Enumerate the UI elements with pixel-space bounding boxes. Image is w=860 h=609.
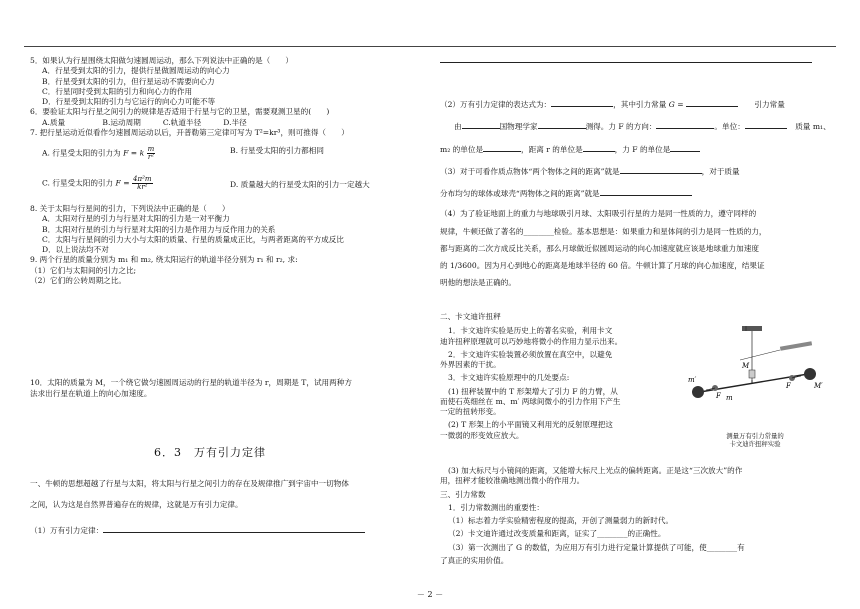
s2-point-3-2b: 一微弱的形变效应放大。 [440,430,524,440]
q6-options [30,118,420,128]
q5-option-a: A．行星受到太阳的引力，提供行星做圆周运动的向心力 [42,66,230,76]
label-m-small: m [726,394,733,402]
q6-option-a: A.质量 [42,117,66,127]
mass-unit-blank [483,143,521,152]
s2-point-2a: 2．卡文迪许实验装置必须放置在真空中，以避免 [448,349,613,359]
section-3-heading: 三、引力常数 [440,489,486,499]
moon-test-line-3: 都与距离的二次方成反比关系，那么月球做近似圆周运动的向心加速度就应该是地球重力加速度 [440,243,759,253]
q5-option-d: D．行星受到太阳的引力与它运行的向心力可能不等 [42,97,216,106]
question-7: 7. 把行星运动近似看作匀速圆周运动以后，开普勒第三定律可写为 T²=kr³，则可推得（ ） [30,127,349,137]
g-value-blank [686,98,738,107]
section-title: 6．3 万有引力定律 [154,446,266,459]
question-6: 6．要验证太阳与行星之间引力的规律是否适用于行星与它的卫星，需要观测卫星的( ) [30,107,330,117]
s2-point-3-1a: (1) 扭秤装置中的 T 形架增大了引力 F 的力臂，从 [448,386,618,396]
point-distance-blank [620,165,702,174]
s3-point-1d: 了真正的实用价值。 [440,555,509,565]
label-m-cap: M [742,362,750,370]
q6-option-c: C.轨道半径 [162,117,202,127]
distance-unit-blank [583,143,615,152]
law-answer-blank [103,524,365,533]
q6-option-b: B.运动周期 [102,117,141,127]
measurer-line: 由 国物理学家 测得。力 F 的方向： 。单位： 质量 m₁、 [454,122,831,132]
force-unit-blank [670,143,700,152]
s2-point-1b: 迪许扭秤原理就可以巧妙地将微小的作用力显示出来。 [440,336,623,346]
law-prompt: （1）万有引力定律： [30,524,365,536]
q7-option-c: C. 行星受太阳的引力 F = $\frac{\text{4π²m}}{\text{kr²}}$ [42,175,152,191]
cavendish-continued [440,466,832,566]
section-2-heading: 二、卡文迪许扭秤 [440,312,501,321]
s2-point-3-2a: (2) T 形架上的小平面镜又利用光的反射原理把这 [448,420,613,430]
label-force-left: F [716,392,721,400]
question-10-line1: 10．太阳的质量为 M，一个绕它做匀速圆周运动的行星的轨道半径为 r，周期是 T，试用两种方 [30,378,352,387]
scale-ruler [780,341,812,350]
moon-test-line-1: （4）为了验证地面上的重力与地球吸引月球、太阳吸引行星的力是同一性质的力，遵守同样的 [440,209,757,219]
figure-caption-line1: 测量万有引力常量的 [726,432,784,440]
q9-sub-1: （1）它们与太阳间的引力之比; [30,265,137,275]
s2-point-3-1b: 而使石英细丝在 m、m′ 两球间微小的引力作用下产生 [440,396,621,406]
page-number: － 2 － [416,590,444,599]
moon-test-line-2: 规律，牛顿还做了著名的________检验。基本思想是：如果重力和星体间的引力是同一性质的力， [440,226,767,236]
unit-blank [745,120,787,129]
q8-option-b: B．太阳对行星的引力与行星对太阳的引力是作用力与反作用力的关系 [42,224,276,234]
light-ray [740,350,780,360]
s2-point-3: 3．卡文迪许实验原理中的几处要点: [448,373,570,383]
moon-test-line-5: 明他的想法是正确的。 [440,278,516,288]
s3-point-1c: （3）第一次测出了 G 的数值，为应用万有引力进行定量计算提供了可能，使________有 [448,542,745,552]
cavendish-torsion-balance-figure [680,322,830,432]
sphere-distance-blank [600,187,692,196]
distance-line-1: （3）对于可看作质点物体“两个物体之间的距离”就是 ，对于质量 [440,166,740,176]
q8-option-a: A．太阳对行星的引力与行星对太阳的引力是一对平衡力 [42,214,230,224]
question-8: 8. 关于太阳与行星间的引力，下列说法中正确的是（ ） [30,204,230,213]
label-m-prime-right: M′ [814,382,823,390]
large-ball-right [804,368,816,380]
expression-blank [551,98,613,107]
q7-option-a: A. 行星受太阳的引力为 F = k $\frac{m}{\text{r²}}$ [42,145,155,161]
s3-point-1b: （2）卡文迪许通过改变质量和距离，证实了________的正确性。 [448,529,666,539]
ceiling-clamp [742,326,762,331]
s2-point-3-3a: (3) 加大标尺与小镜间的距离，又能增大标尺上光点的偏转距离。正是这“三次放大”的作 [448,466,743,475]
left-column [30,50,420,286]
q7-option-b: B. 行星受太阳的引力都相同 [230,146,324,155]
physicist-blank [538,120,586,129]
units-line: m₂ 的单位是 ，距离 r 的单位是 ，力 F 的单位是 [440,143,830,155]
top-right-answer-line [440,62,812,63]
q8-option-c: C．太阳与行星间的引力大小与太阳的质量、行星的质量成正比，与两者距离的平方成反比 [42,234,344,244]
label-force-right: F [786,382,791,390]
distance-line-2: 分布均匀的球体或球壳“两物体之间的距离”就是 [440,187,830,199]
direction-blank [656,120,714,129]
q5-option-c: C．行星同时受到太阳的引力和向心力的作用 [42,86,193,96]
question-5: 5．如果认为行星围绕太阳做匀速圆周运动，那么下列说法中正确的是（ ） [30,56,294,65]
s3-point-1: 1．引力常数测出的重要性： [448,502,544,512]
s2-point-1a: 1．卡文迪许实验是历史上的著名实验，利用卡文 [448,326,613,336]
intro-line1: 一、牛顿的思想超越了行星与太阳，将太阳与行星之间引力的存在及规律推广到宇宙中一切物体 [30,479,349,488]
q7-row-cd [30,166,420,200]
q6-option-d: D.半径 [223,117,247,127]
s2-point-3-3b: 用，扭秤才能较准确地测出微小的作用力。 [440,476,585,486]
moon-test-line-4: 的 1/3600。因为月心到地心的距离是地球半径的 60 倍。牛顿计算了月球的向心加速度，结果证 [440,261,765,270]
q9-sub-2: （2）它们的公转周期之比。 [30,275,126,285]
intro-line2: 之间，认为这是自然界普遍存在的规律，这就是万有引力定律。 [30,500,243,509]
figure-caption [680,432,830,449]
q8-option-d: D．以上说法均不对 [42,245,109,254]
large-ball-left [692,386,704,398]
q7-option-d: D. 质量越大的行星受太阳的引力一定越大 [230,180,370,189]
q5-option-b: B．行星受到太阳的引力，但行星运动不需要向心力 [42,76,215,86]
cavendish-section [440,312,680,441]
right-column [440,98,830,289]
s3-point-1a: （1）标志着力学实验精密程度的提高，开创了测量弱力的新时代。 [448,516,674,525]
figure-caption-line2: 卡文迪许扭秤实验 [729,440,781,449]
label-m-prime-left: m′ [688,376,697,384]
q7-row-ab [30,138,420,166]
question-10-line2: 法求出行星在轨道上的向心加速度。 [30,389,152,398]
mirror [749,370,755,378]
s2-point-3-1c: 一定的扭转形变。 [440,407,501,416]
question-9: 9. 两个行星的质量分别为 m₁ 和 m₂, 绕太阳运行的轨道半径分别为 r₁ 和 r₂, 求: [30,255,298,265]
s2-point-2b: 外界因素的干扰。 [440,360,501,369]
expression-line: （2）万有引力定律的表达式为： ，其中引力常量 G = 引力常量 [440,100,785,109]
top-rule [24,46,836,47]
country-blank [462,120,500,129]
